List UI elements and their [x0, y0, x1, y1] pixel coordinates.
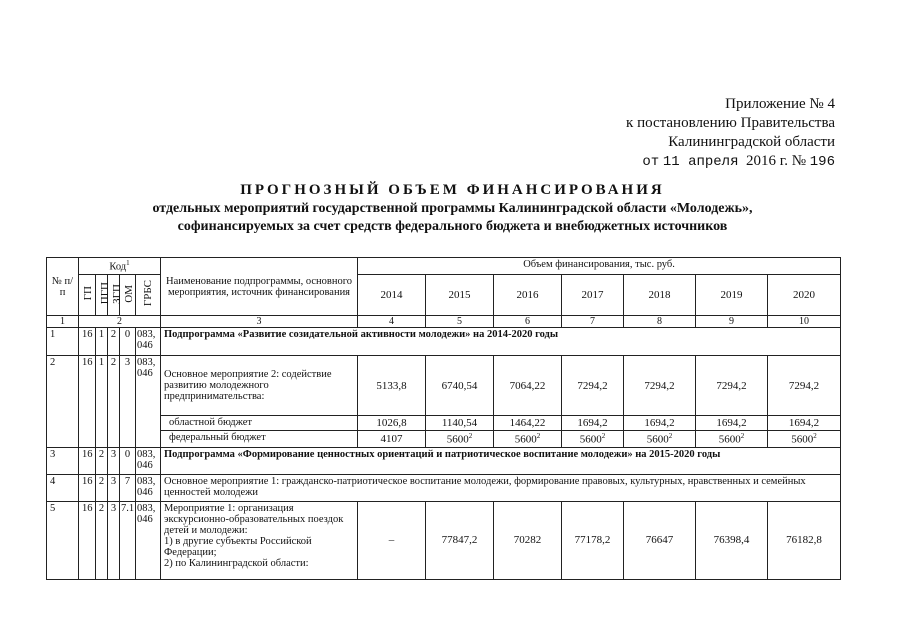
document-header [605, 95, 835, 172]
document-title [0, 180, 905, 236]
table-row-federal: федеральный бюджет 4107 5600$^2$ 5600$^2$ 5600$^2$ 5600$^2$ 5600$^2$ 5600$^2$ [47, 431, 841, 448]
h-num: № п/п [47, 258, 79, 316]
table-row: 1 16 1 2 0 083, 046 Подпрограмма «Развитие созидательной активности молодежи» на 2014-2020 годы [47, 328, 841, 356]
appendix-label: Приложение № 4 [725, 96, 835, 112]
h-grbs: ГРБС [142, 280, 154, 307]
resolution-number: 196 [809, 154, 835, 170]
h-om: ОМ [123, 284, 135, 303]
h-volume: Объем финансирования, тыс. руб. [358, 258, 841, 275]
h-code: Код$^1$ [79, 258, 161, 275]
h-year: 2016 [494, 275, 562, 316]
h-gp: ГП [82, 286, 94, 301]
subprogram-title: Подпрограмма «Развитие созидательной активности молодежи» на 2014-2020 годы [161, 328, 841, 356]
date-prefix: от [642, 154, 660, 170]
title-sub2: софинансируемых за счет средств федерального бюджета и внебюджетных источников [177, 219, 728, 234]
activity-name: Мероприятие 1: организация экскурсионно-образовательных поездок детей и молодежи: 1) в другие субъекты Российской Федерации; 2) по Калининградской области: [161, 501, 358, 579]
title-main: ПРОГНОЗНЫЙ ОБЪЕМ ФИНАНСИРОВАНИЯ [240, 182, 665, 198]
table-row: 4 16 2 3 7 083, 046 Основное мероприятие 1: гражданско-патриотическое воспитание молодежи, формирование правовых, культурных, нравственных и семейных ценностей молодежи [47, 474, 841, 501]
table-row: 3 16 2 3 0 083, 046 Подпрограмма «Формирование ценностных ориентаций и патриотическое воспитание молодежи» на 2015-2020 годы [47, 447, 841, 474]
h-year: 2015 [426, 275, 494, 316]
table-row: 5 16 2 3 7.1 083, 046 Мероприятие 1: организация экскурсионно-образовательных поездок детей и молодежи: 1) в другие субъекты Российской Федерации; 2) по Калининградской области: – 77847,2 70282 77178,2 76647 76398,4 76182,8 [47, 501, 841, 579]
financing-table [46, 257, 841, 580]
activity-name: Основное мероприятие 2: содействие развитию молодежного предпринимательства: [161, 356, 358, 416]
table-row: 2 16 1 2 3 083, 046 Основное мероприятие 2: содействие развитию молодежного предпринимательства: 5133,8 6740,54 7064,22 7294,2 7294,2 7294,2 7294,2 [47, 356, 841, 416]
title-sub1: отдельных мероприятий государственной программы Калининградской области «Молодежь», [152, 201, 753, 216]
date-value: 11 апреля [662, 154, 739, 170]
subprogram-title: Подпрограмма «Формирование ценностных ориентаций и патриотическое воспитание молодежи» на 2015-2020 годы [161, 447, 841, 474]
resolution-line: к постановлению Правительства [626, 115, 835, 131]
activity-name: Основное мероприятие 1: гражданско-патриотическое воспитание молодежи, формирование правовых, культурных, нравственных и семейных ценностей молодежи [161, 474, 841, 501]
table-row-regional: областной бюджет 1026,8 1140,54 1464,22 1694,2 1694,2 1694,2 1694,2 [47, 416, 841, 431]
h-year: 2014 [358, 275, 426, 316]
header-row-1 [47, 258, 841, 275]
region-line: Калининградской области [668, 134, 835, 150]
h-pgp: ПГП [99, 282, 111, 305]
h-year: 2020 [768, 275, 841, 316]
h-name: Наименование подпрограммы, основного мероприятия, источник финансирования [161, 258, 358, 316]
year-label: 2016 г. № [746, 153, 807, 169]
date-line [605, 152, 835, 172]
h-year: 2018 [624, 275, 696, 316]
h-year: 2019 [696, 275, 768, 316]
index-row: 1 2 3 4 5 6 7 8 9 10 [47, 316, 841, 328]
h-zgp: ЗГП [111, 283, 123, 304]
h-year: 2017 [562, 275, 624, 316]
